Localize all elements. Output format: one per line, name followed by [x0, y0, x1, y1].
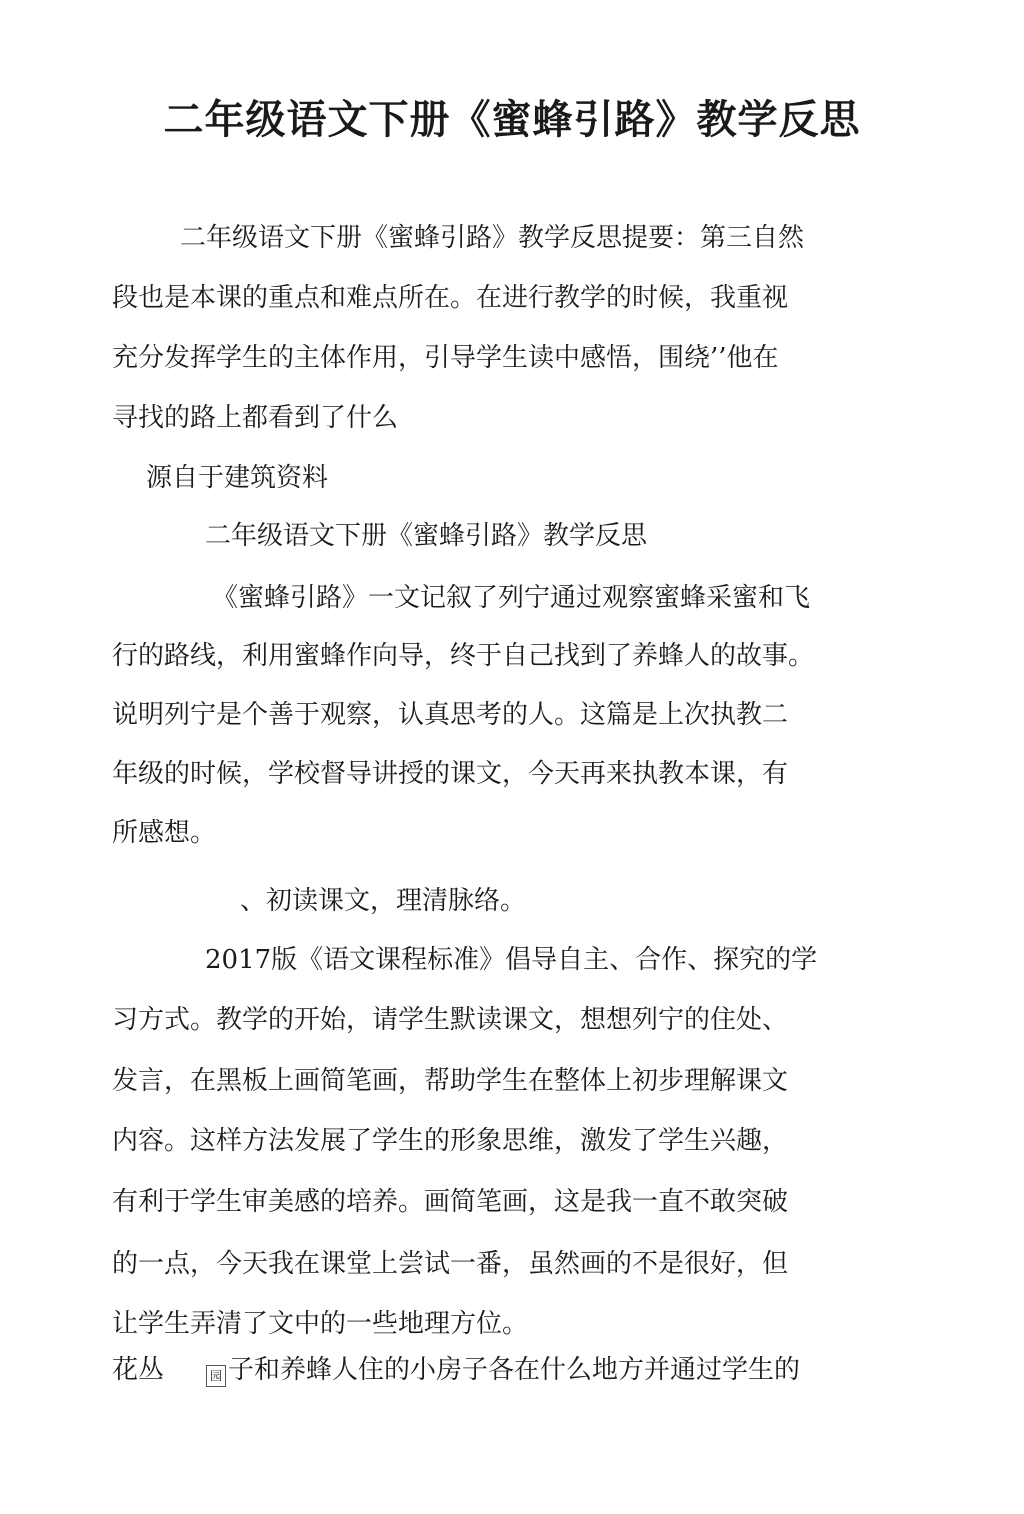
summary-line: 充分发挥学生的主体作用，引导学生读中感悟，围绕’’他在: [112, 343, 779, 373]
paragraph-line: 有利于学生审美感的培养。画简笔画，这是我一直不敢突破: [112, 1187, 789, 1217]
paragraph-line: 的一点，今天我在课堂上尝试一番，虽然画的不是很好，但: [112, 1249, 789, 1279]
paragraph-line: 年级的时候，学校督导讲授的课文，今天再来执教本课，有: [112, 759, 789, 789]
paragraph-line: 习方式。教学的开始，请学生默读课文，想想列宁的住处、: [112, 1005, 789, 1035]
last-line: [112, 1352, 800, 1388]
last-line-rest: 子和养蜂人住的小房子各在什么地方并通过学生的: [228, 1355, 801, 1385]
last-line-start: 花丛: [112, 1355, 165, 1385]
subtitle: 二年级语文下册《蜜蜂引路》教学反思: [205, 521, 648, 551]
paragraph-line: 让学生弄清了文中的一些地理方位。: [112, 1309, 529, 1339]
paragraph-line: 所感想。: [112, 818, 217, 848]
summary-line: 段也是本课的重点和难点所在。在进行教学的时候，我重视: [112, 283, 789, 313]
paragraph-line: 行的路线，利用蜜蜂作向导，终于自己找到了养蜂人的故事。: [112, 641, 815, 671]
paragraph-line: 《蜜蜂引路》一文记叙了列宁通过观察蜜蜂采蜜和飞: [212, 583, 811, 613]
paragraph-line: 发言，在黑板上画简笔画，帮助学生在整体上初步理解课文: [112, 1066, 789, 1096]
paragraph-line: 2017版《语文课程标准》倡导自主、合作、探究的学: [205, 945, 818, 975]
paragraph-line: 内容。这样方法发展了学生的形象思维，激发了学生兴趣，: [112, 1126, 789, 1156]
source-note: 源自于建筑资料: [146, 463, 329, 493]
summary-line: 寻找的路上都看到了什么: [112, 403, 399, 433]
section-heading: 、初读课文，理清脉络。: [240, 886, 527, 916]
document-title: 二年级语文下册《蜜蜂引路》教学反思: [163, 97, 861, 143]
boxed-character: 园: [206, 1365, 226, 1387]
summary-line: 二年级语文下册《蜜蜂引路》教学反思提要：第三自然: [180, 223, 805, 253]
paragraph-line: 说明列宁是个善于观察，认真思考的人。这篇是上次执教二: [112, 700, 789, 730]
